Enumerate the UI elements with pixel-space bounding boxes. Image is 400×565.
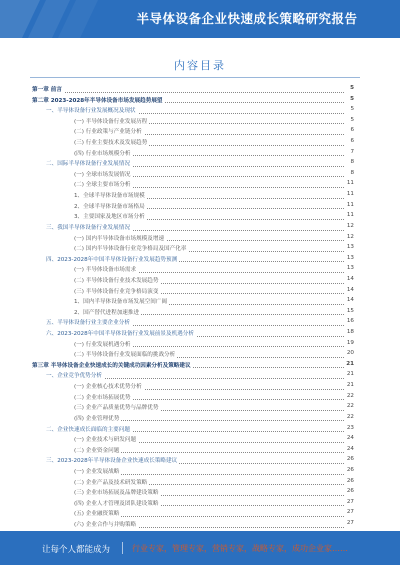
toc-entry[interactable] <box>32 508 354 519</box>
toc-entry-title: (三) 企业市场拓展及品牌建设策略 <box>74 490 159 497</box>
toc-entry[interactable] <box>32 116 354 127</box>
toc-entry[interactable] <box>32 169 354 180</box>
footer-bar <box>0 531 400 565</box>
toc-entry-page: 22 <box>346 403 354 410</box>
toc-entry-title: (一) 全球市场发展情况 <box>74 171 131 178</box>
footer-slogan: 让每个人都能成为 <box>42 545 111 555</box>
toc-entry-title: 1、全球半导体设备市场规模 <box>74 193 145 200</box>
toc-entry[interactable] <box>32 392 354 403</box>
toc-entry-page: 12 <box>346 222 354 229</box>
toc-entry-page: 5 <box>345 106 354 112</box>
toc-entry-page: 7 <box>345 149 354 155</box>
toc-entry-title: 三、我国半导体设备行业发展情况 <box>46 224 130 231</box>
toc-entry-page: 13 <box>346 254 354 261</box>
toc-entry-title: (五) 企业融资策略 <box>74 511 120 518</box>
toc-entry[interactable] <box>32 424 354 435</box>
toc-entry[interactable] <box>32 126 354 137</box>
toc-entry-page: 11 <box>346 201 354 208</box>
toc-entry[interactable] <box>32 360 354 371</box>
toc-entry-title: (一) 企业核心技术优势分析 <box>74 384 142 391</box>
toc-entry-page: 19 <box>346 339 354 346</box>
toc-entry[interactable] <box>32 84 354 95</box>
toc-entry[interactable] <box>32 254 354 265</box>
toc-entry-title: (二) 企业资金问题 <box>74 447 120 454</box>
toc-entry-title: (六) 企业合作与并购策略 <box>74 521 137 528</box>
toc-entry[interactable] <box>32 339 354 350</box>
toc-entry-page: 24 <box>346 435 354 442</box>
toc-entry[interactable] <box>32 519 354 530</box>
toc-entry-title: (四) 企业人才管理及团队建设策略 <box>74 500 159 507</box>
toc-entry-page: 27 <box>346 498 354 505</box>
toc-entry[interactable] <box>32 286 354 297</box>
toc-entry-title: 六、2023-2028年中国半导体设备行业发展前景及机遇分析 <box>46 331 194 338</box>
toc-entry-page: 18 <box>346 329 354 336</box>
toc-entry[interactable] <box>32 498 354 509</box>
toc-entry-page: 26 <box>346 477 354 484</box>
toc-entry-page: 16 <box>346 318 354 325</box>
toc-entry-title: (一) 半导体设备行业发展历程 <box>74 118 148 125</box>
toc-entry-title: (一) 半导体设备市场需求 <box>74 267 137 274</box>
toc-entry[interactable] <box>32 328 354 339</box>
toc-entry-title: (一) 企业发展战略 <box>74 468 120 475</box>
toc-entry-title: (二) 半导体设备行业技术发展趋势 <box>74 277 159 284</box>
toc-entry[interactable] <box>32 370 354 381</box>
toc-entry[interactable] <box>32 148 354 159</box>
toc-entry-title: 1、国内半导体设备市场发展空间广阔 <box>74 299 168 306</box>
toc-entry-title: 2、国产替代进程加速推进 <box>74 309 140 316</box>
toc-entry-page: 26 <box>346 456 354 463</box>
toc-entry-title: (一) 行业发展机遇分析 <box>74 341 131 348</box>
footer-divider <box>122 542 123 554</box>
toc-leader-dots <box>32 92 344 93</box>
toc-entry-page: 21 <box>346 382 354 389</box>
toc-entry[interactable] <box>32 413 354 424</box>
toc-entry-title: (一) 国内半导体设备市场规模及增速 <box>74 235 165 242</box>
toc-entry-title: 一、企业竞争优势分析 <box>46 373 102 380</box>
toc-entry-title: (三) 企业产品质量优势与品牌优势 <box>74 405 159 412</box>
report-title: 半导体设备企业快速成长策略研究报告 <box>136 11 358 26</box>
toc-entry-page: 21 <box>346 371 354 378</box>
toc-entry-page: 22 <box>346 392 354 399</box>
toc-entry-title: (二) 国内半导体设备行业竞争格局及国产化率 <box>74 246 187 253</box>
toc-entry-title: (二) 全球主要市场分析 <box>74 182 131 189</box>
toc-entry-title: (三) 行业主要技术及发展趋势 <box>74 140 148 147</box>
toc-entry-page: 14 <box>346 286 354 293</box>
toc-entry-title: 第三章 半导体设备企业快速成长的关键成功因素分析及策略建议 <box>32 362 191 369</box>
toc-entry-title: 五、半导体设备行业主要企业分析 <box>46 320 130 327</box>
footer-expert-list: 行业专家，管理专家，营销专家，战略专家，成功企业家…… <box>132 544 348 553</box>
toc-entry[interactable] <box>32 402 354 413</box>
toc-entry-title: 第一章 前言 <box>32 87 62 93</box>
toc-entry-page: 23 <box>346 424 354 431</box>
toc-entry-title: 三、2023-2028年半导体设备企业快速成长策略建议 <box>46 458 178 465</box>
toc-entry[interactable] <box>32 296 354 307</box>
toc-entry-page: 13 <box>346 265 354 272</box>
toc-entry-page: 22 <box>346 413 354 420</box>
toc-entry-page: 5 <box>345 85 354 91</box>
toc-entry-page: 6 <box>345 127 354 133</box>
toc-divider <box>30 77 360 78</box>
table-of-contents <box>32 84 354 530</box>
toc-entry[interactable] <box>32 466 354 477</box>
toc-entry[interactable] <box>32 381 354 392</box>
toc-entry-page: 5 <box>345 96 354 102</box>
toc-entry[interactable] <box>32 222 354 233</box>
toc-entry-title: (三) 半导体设备行业竞争格局演变 <box>74 288 159 295</box>
toc-entry-title: (四) 行业市场规模分析 <box>74 150 131 157</box>
toc-entry-page: 5 <box>345 117 354 123</box>
toc-entry-title: (四) 企业管理优势 <box>74 415 120 422</box>
toc-entry-page: 14 <box>346 297 354 304</box>
toc-entry-title: 2、全球半导体设备市场格局 <box>74 203 145 210</box>
header-decoration-icon <box>0 0 110 38</box>
toc-entry[interactable] <box>32 445 354 456</box>
toc-entry-page: 12 <box>346 233 354 240</box>
toc-entry-page: 26 <box>346 466 354 473</box>
toc-entry-page: 20 <box>346 350 354 357</box>
toc-entry-page: 15 <box>346 307 354 314</box>
toc-entry[interactable] <box>32 307 354 318</box>
toc-entry[interactable] <box>32 434 354 445</box>
toc-entry[interactable] <box>32 105 354 116</box>
toc-entry-title: 四、2023-2028年中国半导体设备行业发展趋势预测 <box>46 256 178 263</box>
toc-entry-page: 11 <box>346 180 354 187</box>
toc-entry-page: 11 <box>346 212 354 219</box>
toc-entry[interactable] <box>32 487 354 498</box>
toc-entry-title: (一) 企业技术与研发问题 <box>74 437 137 444</box>
toc-entry-page: 26 <box>346 488 354 495</box>
toc-entry-page: 11 <box>346 191 354 198</box>
toc-entry[interactable] <box>32 317 354 328</box>
toc-entry-page: 27 <box>346 519 354 526</box>
toc-entry-title: (二) 企业市场拓展优势 <box>74 394 131 401</box>
toc-entry-page: 13 <box>346 244 354 251</box>
toc-entry[interactable] <box>32 349 354 360</box>
header-bar <box>0 0 400 38</box>
toc-entry[interactable] <box>32 455 354 466</box>
toc-entry[interactable] <box>32 275 354 286</box>
toc-entry[interactable] <box>32 264 354 275</box>
toc-entry-title: (二) 行业政策与产业链分析 <box>74 129 142 136</box>
toc-entry[interactable] <box>32 243 354 254</box>
toc-entry[interactable] <box>32 201 354 212</box>
toc-entry-title: 一、半导体设备行业发展概况及现状 <box>46 108 136 115</box>
toc-entry-title: (二) 半导体设备行业发展面临的挑战分析 <box>74 352 176 359</box>
toc-entry-page: 24 <box>346 445 354 452</box>
toc-entry[interactable] <box>32 95 354 106</box>
toc-entry-page: 14 <box>346 275 354 282</box>
toc-entry-page: 21 <box>346 360 354 367</box>
toc-entry-page: 27 <box>346 509 354 516</box>
toc-entry[interactable] <box>32 190 354 201</box>
toc-entry[interactable] <box>32 158 354 169</box>
toc-entry-page: 8 <box>345 170 354 176</box>
toc-entry-page: 8 <box>345 159 354 165</box>
toc-entry-page: 6 <box>345 138 354 144</box>
toc-entry[interactable] <box>32 179 354 190</box>
toc-entry[interactable] <box>32 233 354 244</box>
toc-entry-title: 二、国际半导体设备行业发展情况 <box>46 161 130 168</box>
toc-entry-title: (二) 企业产品及技术研发策略 <box>74 479 148 486</box>
toc-entry[interactable] <box>32 477 354 488</box>
toc-entry[interactable] <box>32 211 354 222</box>
toc-heading: 内容目录 <box>174 59 226 72</box>
toc-entry[interactable] <box>32 137 354 148</box>
toc-entry-title: 3、主要国家及地区市场分析 <box>74 214 145 221</box>
toc-entry-title: 二、企业快速成长面临的主要问题 <box>46 426 130 433</box>
toc-entry-title: 第二章 2023-2028年半导体设备市场发展趋势展望 <box>32 97 163 104</box>
